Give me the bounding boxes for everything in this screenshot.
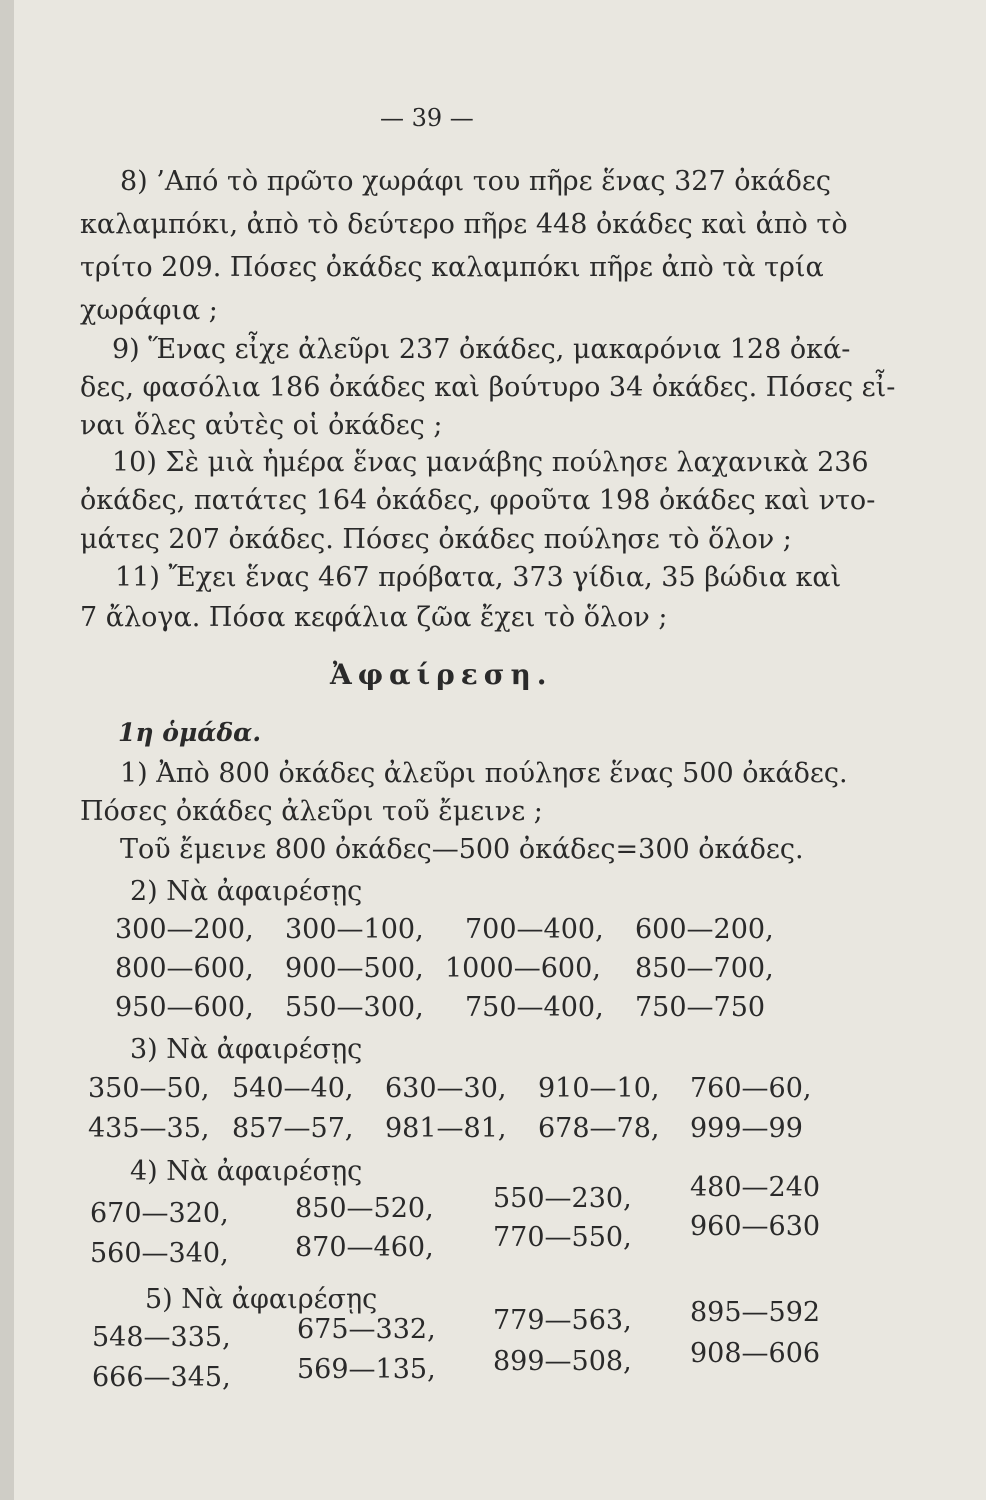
problem-line: δες, φασόλια 186 ὀκάδες καὶ βούτυρο 34 ὀκάδες. Πόσες εἶ-: [80, 372, 896, 403]
exercise-label: 2) Νὰ ἀφαιρέσῃς: [130, 876, 363, 907]
exercise-cell: 350—50,: [88, 1073, 210, 1104]
exercise-cell: 870—460,: [295, 1232, 434, 1263]
problem-line: καλαμπόκι, ἀπὸ τὸ δεύτερο πῆρε 448 ὀκάδες καὶ ἀπὸ τὸ: [80, 209, 848, 240]
exercise-cell: 550—230,: [493, 1183, 632, 1214]
exercise-cell: 999—99: [690, 1113, 803, 1144]
exercise-cell: 895—592: [690, 1297, 821, 1328]
exercise-cell: 750—400,: [465, 992, 604, 1023]
page-number: — 39 —: [380, 104, 474, 132]
exercise-cell: 800—600,: [115, 953, 254, 984]
exercise-cell: 600—200,: [635, 914, 774, 945]
problem-line: χωράφια ;: [80, 295, 218, 326]
exercise-cell: 630—30,: [385, 1073, 507, 1104]
section-heading: Ἀφαίρεση.: [330, 658, 553, 691]
problem-line: 9) Ἕνας εἶχε ἀλεῦρι 237 ὀκάδες, μακαρόνια 128 ὀκά-: [112, 334, 851, 365]
exercise-cell: 960—630: [690, 1211, 821, 1242]
problem-line: τρίτο 209. Πόσες ὀκάδες καλαμπόκι πῆρε ἀπὸ τὰ τρία: [80, 252, 824, 283]
exercise-cell: 550—300,: [285, 992, 424, 1023]
exercise-cell: 750—750: [635, 992, 766, 1023]
exercise-cell: 678—78,: [538, 1113, 660, 1144]
exercise-label: 4) Νὰ ἀφαιρέσῃς: [130, 1156, 363, 1187]
exercise-cell: 770—550,: [493, 1222, 632, 1253]
exercise-cell: 779—563,: [493, 1305, 632, 1336]
exercise-cell: 700—400,: [465, 914, 604, 945]
exercise-cell: 435—35,: [88, 1113, 210, 1144]
problem-line: μάτες 207 ὀκάδες. Πόσες ὀκάδες πούλησε τὸ ὅλον ;: [80, 524, 792, 555]
sub-problem-line: 1) Ἀπὸ 800 ὀκάδες ἀλεῦρι πούλησε ἕνας 500 ὀκάδες.: [120, 758, 848, 789]
exercise-cell: 850—700,: [635, 953, 774, 984]
exercise-cell: 480—240: [690, 1172, 821, 1203]
exercise-cell: 569—135,: [297, 1354, 436, 1385]
exercise-cell: 1000—600,: [445, 953, 601, 984]
exercise-cell: 950—600,: [115, 992, 254, 1023]
problem-line: 7 ἄλογα. Πόσα κεφάλια ζῶα ἔχει τὸ ὅλον ;: [80, 602, 668, 633]
exercise-cell: 981—81,: [385, 1113, 507, 1144]
exercise-cell: 675—332,: [297, 1314, 436, 1345]
exercise-cell: 670—320,: [90, 1198, 229, 1229]
problem-line: 8) ’Από τὸ πρῶτο χωράφι του πῆρε ἕνας 327 ὀκάδες: [120, 166, 831, 197]
page-edge: [0, 0, 14, 1500]
exercise-cell: 900—500,: [285, 953, 424, 984]
exercise-cell: 548—335,: [92, 1322, 231, 1353]
exercise-cell: 666—345,: [92, 1362, 231, 1393]
group-label: 1η ὁμάδα.: [118, 718, 262, 747]
exercise-cell: 850—520,: [295, 1193, 434, 1224]
exercise-cell: 899—508,: [493, 1346, 632, 1377]
exercise-cell: 910—10,: [538, 1073, 660, 1104]
exercise-cell: 540—40,: [232, 1073, 354, 1104]
exercise-cell: 908—606: [690, 1338, 821, 1369]
sub-problem-line: Πόσες ὀκάδες ἀλεῦρι τοῦ ἔμεινε ;: [80, 796, 543, 827]
exercise-cell: 560—340,: [90, 1238, 229, 1269]
problem-line: ὀκάδες, πατάτες 164 ὀκάδες, φροῦτα 198 ὀκάδες καὶ ντο-: [80, 485, 876, 516]
problem-line: ναι ὅλες αὐτὲς οἱ ὀκάδες ;: [80, 410, 443, 441]
exercise-cell: 760—60,: [690, 1073, 812, 1104]
sub-problem-line: Τοῦ ἔμεινε 800 ὀκάδες—500 ὀκάδες=300 ὀκάδες.: [120, 834, 804, 865]
problem-line: 10) Σὲ μιὰ ἡμέρα ἕνας μανάβης πούλησε λαχανικὰ 236: [112, 447, 869, 478]
exercise-cell: 300—200,: [115, 914, 254, 945]
exercise-cell: 300—100,: [285, 914, 424, 945]
exercise-label: 5) Νὰ ἀφαιρέσῃς: [145, 1284, 378, 1315]
problem-line: 11) Ἔχει ἕνας 467 πρόβατα, 373 γίδια, 35 βώδια καὶ: [115, 562, 842, 593]
exercise-cell: 857—57,: [232, 1113, 354, 1144]
exercise-label: 3) Νὰ ἀφαιρέσῃς: [130, 1034, 363, 1065]
